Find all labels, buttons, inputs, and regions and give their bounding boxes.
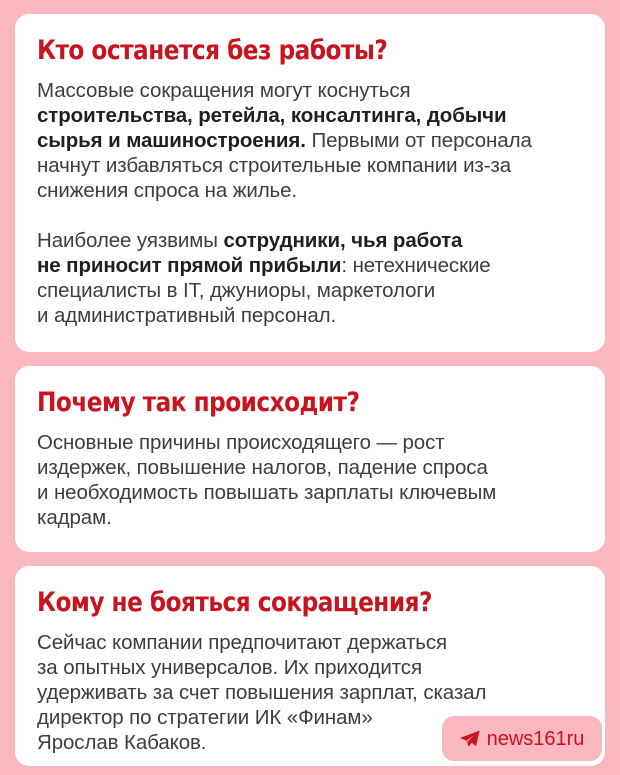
body-text: специалисты в IT, джуниоры, маркетологи — [37, 279, 436, 302]
section-paragraph — [37, 78, 583, 203]
news161ru-telegram-badge[interactable] — [442, 716, 602, 761]
body-text: Наиболее уязвимы — [37, 229, 224, 252]
body-text: Сейчас компании предпочитают держаться — [37, 631, 448, 654]
body-text: снижения спроса на жилье. — [37, 179, 298, 202]
emphasized-text: сотрудники, чья работа — [223, 229, 463, 252]
section-heading: Почему так происходит? — [37, 387, 360, 418]
body-text: Основные причины происходящего — рост — [37, 431, 445, 454]
emphasized-text: не приносит прямой прибыли — [37, 254, 342, 277]
body-text: Ярослав Кабаков. — [37, 731, 207, 754]
body-text: начнут избавляться строительные компании из-за — [37, 154, 512, 177]
body-text: удерживать за счет повышения зарплат, сказал — [37, 681, 487, 704]
emphasized-text: строительства, ретейла, консалтинга, добычи — [37, 104, 507, 127]
section-card-who-loses-job — [15, 14, 605, 352]
body-text: и необходимость повышать зарплаты ключевым — [37, 481, 497, 504]
body-text: кадрам. — [37, 506, 112, 529]
body-text: : нетехнические — [341, 254, 491, 277]
body-text: и административный персонал. — [37, 304, 337, 327]
section-card-why-happens — [15, 366, 605, 552]
body-text: издержек, повышение налогов, падение спроса — [37, 456, 488, 479]
section-paragraph — [37, 228, 583, 328]
emphasized-text: сырья и машиностроения. — [37, 129, 306, 152]
section-paragraph — [37, 430, 583, 530]
body-text: Массовые сокращения могут коснуться — [37, 79, 411, 102]
body-text: директор по стратегии ИК «Финам» — [37, 706, 373, 729]
badge-channel-name: news161ru — [486, 727, 585, 750]
section-heading: Кому не бояться сокращения? — [37, 587, 432, 618]
telegram-plane-icon — [460, 730, 480, 747]
body-text: за опытных универсалов. Их приходится — [37, 656, 422, 679]
body-text: Первыми от персонала — [305, 129, 532, 152]
section-heading: Кто останется без работы? — [37, 35, 388, 66]
